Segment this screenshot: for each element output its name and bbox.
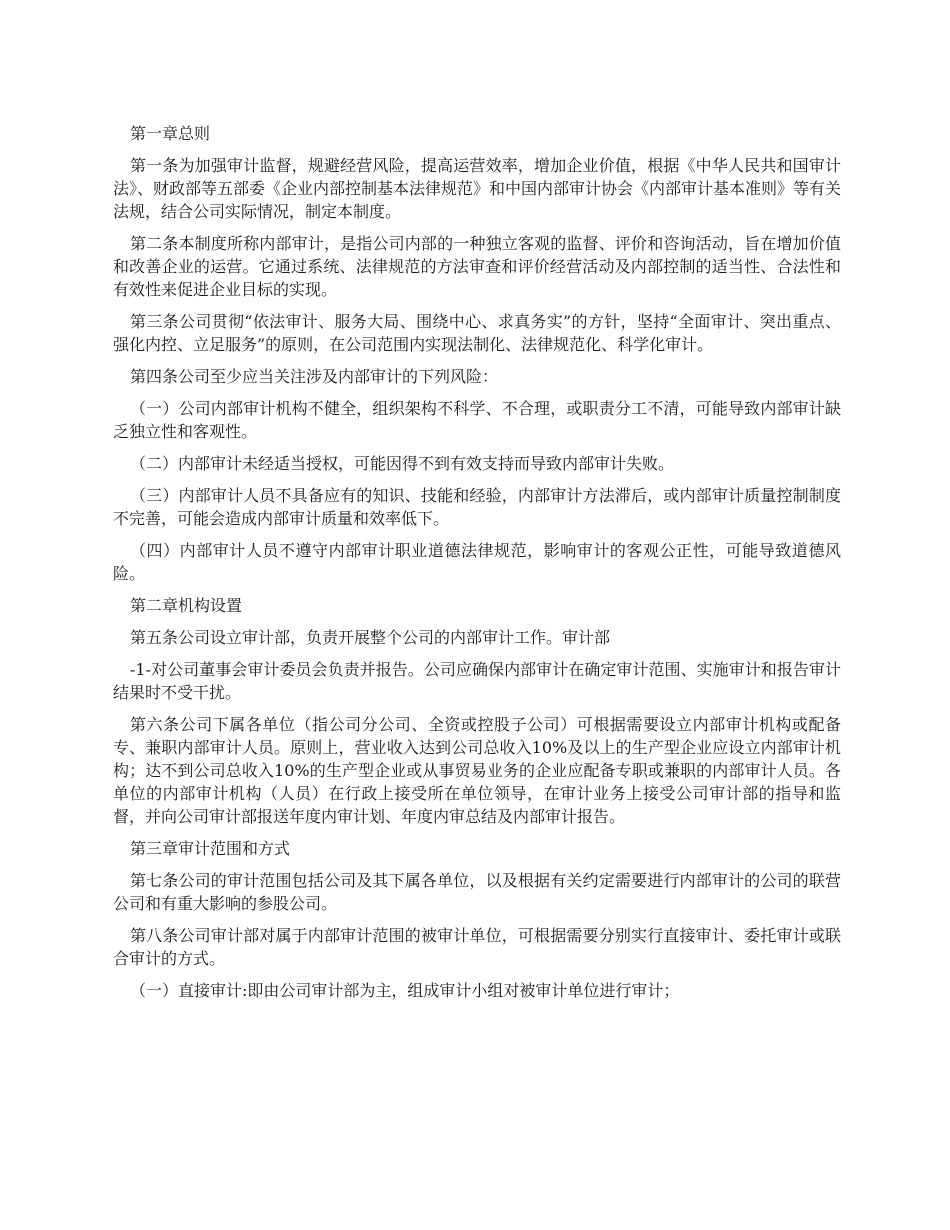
article-2: 第二条本制度所称内部审计，是指公司内部的一种独立客观的监督、评价和咨询活动，旨在增加价值和改善企业的运营。它通过系统、法律规范的方法审查和评价经营活动及内部控制的适当性、合法性和有效性来促进企业目标的实现。 (113, 234, 841, 299)
document-page (113, 122, 841, 1011)
chapter-3-heading: 第三章审计范围和方式 (130, 839, 291, 858)
article-1: 第一条为加强审计监督，规避经营风险，提高运营效率，增加企业价值，根据《中华人民共和国审计法》、财政部等五部委《企业内部控制基本法律规范》和中国内部审计协会《内部审计基本准则》等有关法规，结合公司实际情况，制定本制度。 (113, 156, 842, 221)
chapter-2-heading: 第二章机构设置 (130, 596, 243, 615)
article-5: 第五条公司设立审计部，负责开展整个公司的内部审计工作。审计部 (130, 628, 611, 647)
article-4-item-4: （四）内部审计人员不遵守内部审计职业道德法律规范，影响审计的客观公正性，可能导致道德风险。 (113, 541, 841, 583)
chapter-1-heading: 第一章总则 (130, 124, 211, 143)
article-4-item-2: （二）内部审计未经适当授权，可能因得不到有效支持而导致内部审计失败。 (130, 454, 675, 473)
article-6: 第六条公司下属各单位（指公司分公司、全资或控股子公司）可根据需要设立内部审计机构或配备专、兼职内部审计人员。原则上，营业收入达到公司总收入10%及以上的生产型企业应设立内部审计机构；达不到公司总收入10%的生产型企业或从事贸易业务的企业应配备专职或兼职的内部审计人员。各单位的内部审计机构（人员）在行政上接受所在单位领导，在审计业务上接受公司审计部的指导和监督，并向公司审计部报送年度内审计划、年度内审总结及内部审计报告。 (113, 715, 841, 826)
article-4-item-1: （一）公司内部审计机构不健全，组织架构不科学、不合理，或职责分工不清，可能导致内部审计缺乏独立性和客观性。 (113, 399, 841, 441)
article-5-continued: -1-对公司董事会审计委员会负责并报告。公司应确保内部审计在确定审计范围、实施审计和报告审计结果时不受干扰。 (113, 660, 841, 702)
article-4-item-3: （三）内部审计人员不具备应有的知识、技能和经验，内部审计方法滞后，或内部审计质量控制制度不完善，可能会造成内部审计质量和效率低下。 (113, 486, 841, 528)
article-3: 第三条公司贯彻“依法审计、服务大局、围绕中心、求真务实”的方针，坚持“全面审计、突出重点、强化内控、立足服务”的原则，在公司范围内实现法制化、法律规范化、科学化审计。 (113, 312, 841, 354)
article-8: 第八条公司审计部对属于内部审计范围的被审计单位，可根据需要分别实行直接审计、委托审计或联合审计的方式。 (113, 926, 841, 968)
article-4: 第四条公司至少应当关注涉及内部审计的下列风险： (130, 367, 499, 386)
article-8-item-1: （一）直接审计:即由公司审计部为主，组成审计小组对被审计单位进行审计； (130, 981, 680, 1000)
article-7: 第七条公司的审计范围包括公司及其下属各单位，以及根据有关约定需要进行内部审计的公司的联营公司和有重大影响的参股公司。 (113, 871, 841, 913)
